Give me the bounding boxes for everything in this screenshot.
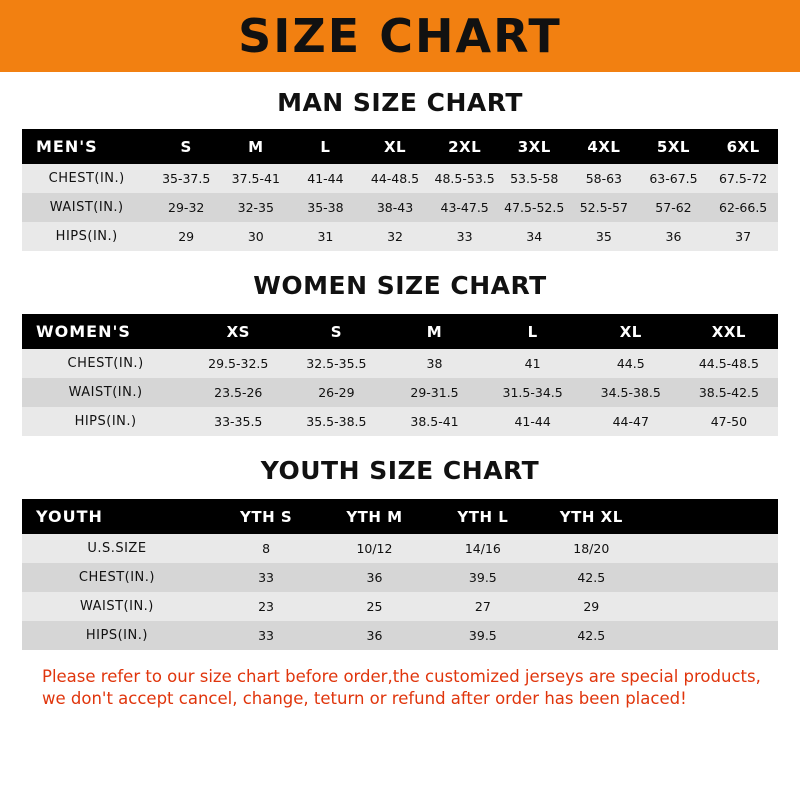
women-row-label-waist: WAIST(IN.) (68, 385, 143, 400)
women-hips-s: 35.5-38.5 (306, 414, 367, 429)
youth-chest-l: 39.5 (468, 570, 497, 585)
men-chest-s: 35-37.5 (162, 171, 211, 186)
women-hips-xs: 33-35.5 (214, 414, 263, 429)
youth-col-xl: YTH XL (559, 507, 623, 526)
men-waist-6xl: 62-66.5 (719, 200, 768, 215)
women-hips-m: 38.5-41 (410, 414, 459, 429)
youth-col-s: YTH S (239, 507, 293, 526)
youth-hips-l: 39.5 (468, 628, 497, 643)
women-waist-xs: 23.5-26 (214, 385, 263, 400)
women-waist-s: 26-29 (318, 385, 355, 400)
men-waist-5xl: 57-62 (655, 200, 692, 215)
youth-ussize-s: 8 (262, 541, 271, 556)
header-band (0, 0, 800, 72)
women-col-l: L (527, 322, 538, 341)
men-col-5xl: 5XL (656, 137, 690, 156)
men-hips-m: 30 (247, 229, 264, 244)
men-waist-m: 32-35 (237, 200, 274, 215)
youth-size-table (22, 499, 778, 650)
table-header-row (22, 129, 778, 164)
youth-cell-spacer (645, 534, 778, 563)
footer-note-line1: Please refer to our size chart before order,the customized jerseys are special products, (42, 667, 761, 686)
youth-col-m: YTH M (346, 507, 403, 526)
men-waist-2xl: 43-47.5 (440, 200, 489, 215)
youth-waist-l: 27 (474, 599, 491, 614)
youth-row-label-hips: HIPS(IN.) (85, 628, 148, 643)
men-row-label-hips: HIPS(IN.) (55, 229, 118, 244)
women-hips-xl: 44-47 (612, 414, 649, 429)
section-title-men: MAN SIZE CHART (277, 88, 523, 117)
youth-waist-xl: 29 (583, 599, 600, 614)
men-chest-6xl: 67.5-72 (719, 171, 768, 186)
men-col-m: M (248, 137, 264, 156)
table-row (22, 193, 778, 222)
footer-note-line2: we don't accept cancel, change, teturn or refund after order has been placed! (42, 689, 687, 709)
men-row-label-waist: WAIST(IN.) (49, 200, 124, 215)
women-chest-l: 41 (524, 356, 541, 371)
men-chest-4xl: 58-63 (585, 171, 623, 186)
table-row (22, 349, 778, 378)
youth-ussize-xl: 18/20 (573, 541, 610, 556)
women-waist-m: 29-31.5 (410, 385, 459, 400)
youth-row-label-waist: WAIST(IN.) (79, 599, 154, 614)
youth-waist-m: 25 (366, 599, 383, 614)
men-col-s: S (180, 137, 192, 156)
table-row (22, 407, 778, 436)
men-chest-m: 37.5-41 (231, 171, 280, 186)
youth-col-l: YTH L (457, 507, 509, 526)
women-hips-xxl: 47-50 (710, 414, 748, 429)
women-waist-xxl: 38.5-42.5 (698, 385, 759, 400)
women-hips-l: 41-44 (514, 414, 551, 429)
youth-hips-s: 33 (258, 628, 275, 643)
women-waist-l: 31.5-34.5 (502, 385, 563, 400)
youth-ussize-l: 14/16 (464, 541, 501, 556)
men-hips-6xl: 37 (735, 229, 752, 244)
men-chest-l: 41-44 (307, 171, 344, 186)
women-chest-m: 38 (426, 356, 443, 371)
table-row (22, 534, 778, 563)
youth-table-head (22, 499, 778, 534)
men-col-4xl: 4XL (587, 137, 621, 156)
men-chest-5xl: 63-67.5 (649, 171, 698, 186)
men-hips-xl: 32 (387, 229, 403, 244)
men-size-table (22, 129, 778, 251)
men-hips-4xl: 35 (595, 229, 612, 244)
youth-cell-spacer (645, 621, 778, 650)
men-chest-xl: 44-48.5 (370, 171, 420, 186)
youth-hips-m: 36 (366, 628, 383, 643)
youth-hips-xl: 42.5 (577, 628, 606, 643)
youth-cell-spacer (645, 563, 778, 592)
women-table-head (22, 314, 778, 349)
youth-row-label-ussize: U.S.SIZE (87, 541, 147, 556)
youth-chest-s: 33 (258, 570, 275, 585)
women-table-body (22, 349, 778, 436)
women-chest-xs: 29.5-32.5 (208, 356, 269, 371)
women-waist-xl: 34.5-38.5 (600, 385, 661, 400)
youth-chest-xl: 42.5 (577, 570, 606, 585)
men-row-label-chest: CHEST(IN.) (48, 171, 125, 186)
men-hips-2xl: 33 (456, 229, 473, 244)
men-waist-l: 35-38 (307, 200, 344, 215)
women-row-label-chest: CHEST(IN.) (67, 356, 144, 371)
page-title: SIZE CHART (238, 9, 562, 63)
youth-chest-m: 36 (366, 570, 383, 585)
women-header-label: WOMEN'S (36, 322, 131, 341)
section-title-women: WOMEN SIZE CHART (253, 271, 547, 300)
men-col-l: L (320, 137, 331, 156)
women-row-label-hips: HIPS(IN.) (74, 414, 137, 429)
men-hips-3xl: 34 (526, 229, 543, 244)
table-row (22, 378, 778, 407)
women-chest-xxl: 44.5-48.5 (698, 356, 759, 371)
youth-cell-spacer (645, 592, 778, 621)
women-col-xl: XL (619, 322, 642, 341)
youth-col-spacer (645, 499, 778, 534)
men-header-label: MEN'S (36, 137, 98, 156)
men-chest-3xl: 53.5-58 (510, 171, 559, 186)
men-col-6xl: 6XL (726, 137, 760, 156)
women-chest-xl: 44.5 (616, 356, 645, 371)
men-hips-l: 31 (317, 229, 334, 244)
men-waist-3xl: 47.5-52.5 (504, 200, 565, 215)
men-col-3xl: 3XL (517, 137, 551, 156)
men-waist-s: 29-32 (168, 200, 205, 215)
women-size-table (22, 314, 778, 436)
women-col-s: S (330, 322, 343, 341)
men-hips-s: 29 (178, 229, 195, 244)
women-chest-s: 32.5-35.5 (306, 356, 367, 371)
women-col-m: M (426, 322, 443, 341)
men-table-head (22, 129, 778, 164)
women-col-xxl: XXL (711, 322, 746, 341)
men-col-2xl: 2XL (448, 137, 482, 156)
youth-table-body (22, 534, 778, 650)
table-header-row (22, 499, 778, 534)
youth-row-label-chest: CHEST(IN.) (78, 570, 155, 585)
table-row (22, 621, 778, 650)
footer-note (22, 650, 778, 711)
section-title-youth: YOUTH SIZE CHART (260, 456, 540, 485)
youth-ussize-m: 10/12 (356, 541, 393, 556)
men-chest-2xl: 48.5-53.5 (434, 171, 495, 186)
youth-waist-s: 23 (258, 599, 275, 614)
chart-content (0, 72, 800, 711)
table-row (22, 563, 778, 592)
men-waist-4xl: 52.5-57 (579, 200, 628, 215)
table-row (22, 222, 778, 251)
table-row (22, 592, 778, 621)
youth-header-label: YOUTH (36, 507, 103, 526)
men-waist-xl: 38-43 (376, 200, 414, 215)
table-header-row (22, 314, 778, 349)
men-hips-5xl: 36 (665, 229, 682, 244)
men-col-xl: XL (383, 137, 407, 156)
men-table-body (22, 164, 778, 251)
women-col-xs: XS (226, 322, 250, 341)
table-row (22, 164, 778, 193)
